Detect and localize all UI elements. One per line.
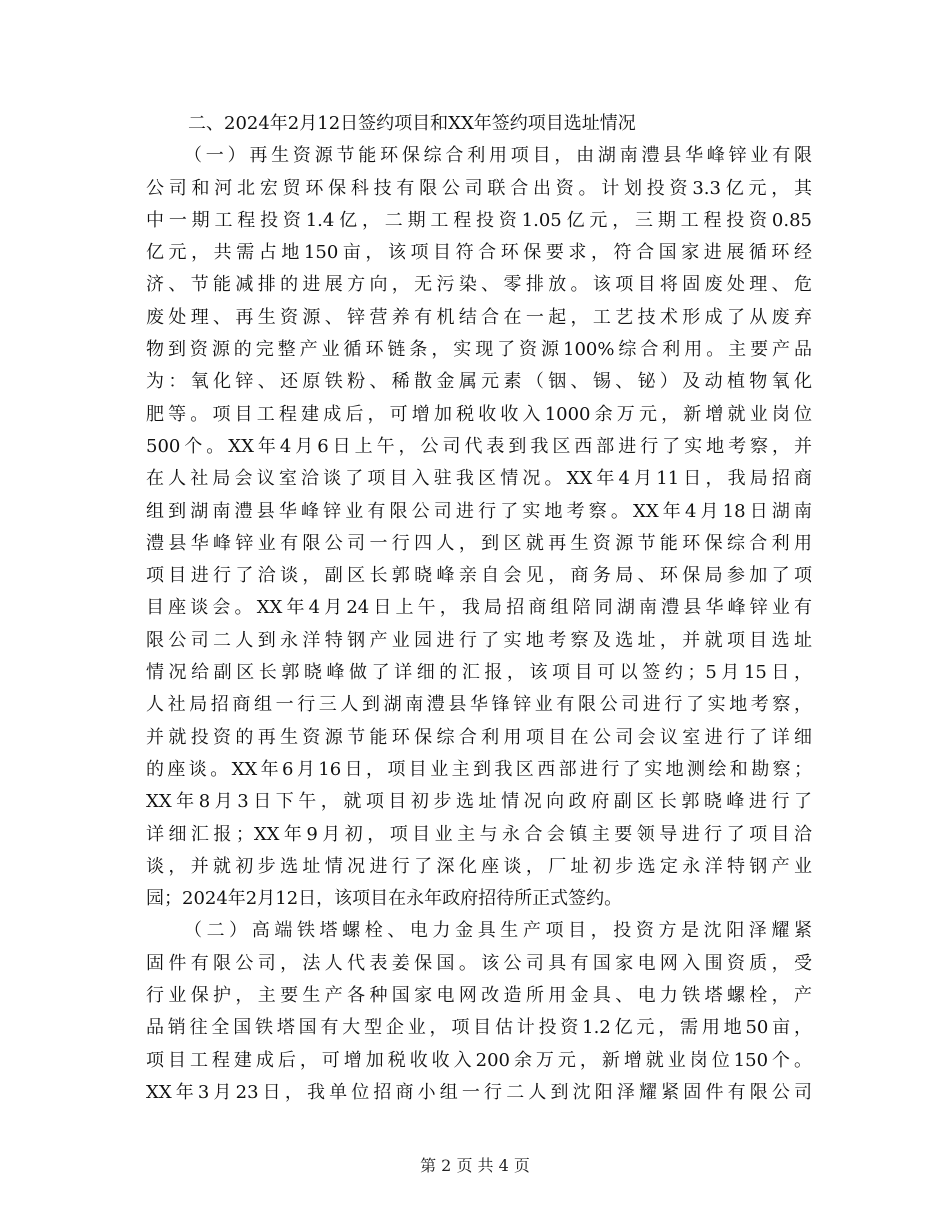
paragraph-line: 园；2024年2月12日，该项目在永年政府招待所正式签约。 [146, 888, 623, 910]
paragraph-line: 废处理、再生资源、锌营养有机结合在一起，工艺技术形成了从废弃 [146, 306, 812, 328]
paragraph-line: 谈，并就初步选址情况进行了深化座谈，厂址初步选定永洋特钢产业 [146, 855, 812, 877]
paragraph-line: 亿元，共需占地150亩，该项目符合环保要求，符合国家进展循环经 [146, 242, 812, 264]
page-number-footer: 第 2 页 共 4 页 [420, 1156, 530, 1175]
paragraph-line: 中一期工程投资1.4亿，二期工程投资1.05亿元，三期工程投资0.85 [146, 209, 812, 231]
paragraph-line: 为：氧化锌、还原铁粉、稀散金属元素（铟、锡、铋）及动植物氧化 [146, 371, 812, 393]
paragraph-line: 人社局招商组一行三人到湖南澧县华锋锌业有限公司进行了实地考察， [146, 694, 812, 716]
paragraph-line: 肥等。项目工程建成后，可增加税收收入1000余万元，新增就业岗位 [146, 403, 812, 425]
paragraph-line: 固件有限公司，法人代表姜保国。该公司具有国家电网入围资质，受 [146, 952, 812, 974]
paragraph-line: （二）高端铁塔螺栓、电力金具生产项目，投资方是沈阳泽耀紧 [184, 920, 812, 942]
paragraph-line: 详细汇报；XX年9月初，项目业主与永合会镇主要领导进行了项目洽 [146, 823, 812, 845]
paragraph-line: 项目进行了洽谈，副区长郭晓峰亲自会见，商务局、环保局参加了项 [146, 565, 812, 587]
paragraph-line: XX年3月23日，我单位招商小组一行二人到沈阳泽耀紧固件有限公司 [146, 1081, 812, 1103]
paragraph-line: 500个。XX年4月6日上午，公司代表到我区西部进行了实地考察，并 [146, 435, 812, 457]
paragraph-line: 品销往全国铁塔国有大型企业，项目估计投资1.2亿元，需用地50亩， [146, 1017, 812, 1039]
paragraph-line: 行业保护，主要生产各种国家电网改造所用金具、电力铁塔螺栓，产 [146, 985, 812, 1007]
paragraph-line: 的座谈。XX年6月16日，项目业主到我区西部进行了实地测绘和勘察； [146, 758, 812, 780]
paragraph-line: 限公司二人到永洋特钢产业园进行了实地考察及选址，并就项目选址 [146, 629, 812, 651]
paragraph-line: 情况给副区长郭晓峰做了详细的汇报，该项目可以签约；5月15日， [146, 662, 812, 684]
paragraph-line: （一）再生资源节能环保综合利用项目，由湖南澧县华峰锌业有限 [184, 145, 812, 167]
paragraph-line: 公司和河北宏贸环保科技有限公司联合出资。计划投资3.3亿元，其 [146, 177, 812, 199]
document-body [146, 108, 812, 1109]
paragraph-line: 济、节能减排的进展方向，无污染、零排放。该项目将固废处理、危 [146, 274, 812, 296]
paragraph-line: 并就投资的再生资源节能环保综合利用项目在公司会议室进行了详细 [146, 726, 812, 748]
paragraph-line: 项目工程建成后，可增加税收收入200余万元，新增就业岗位150个。 [146, 1049, 812, 1071]
paragraph-line: 组到湖南澧县华峰锌业有限公司进行了实地考察。XX年4月18日湖南 [146, 500, 812, 522]
paragraph-line: 在人社局会议室洽谈了项目入驻我区情况。XX年4月11日，我局招商 [146, 468, 812, 490]
paragraph-line: 物到资源的完整产业循环链条，实现了资源100%综合利用。主要产品 [146, 339, 812, 361]
section-heading: 二、2024年2月12日签约项目和XX年签约项目选址情况 [188, 113, 636, 134]
paragraph-line: 目座谈会。XX年4月24日上午，我局招商组陪同湖南澧县华峰锌业有 [146, 597, 812, 619]
paragraph-line: XX年8月3日下午，就项目初步选址情况向政府副区长郭晓峰进行了 [146, 791, 812, 813]
paragraph-line: 澧县华峰锌业有限公司一行四人，到区就再生资源节能环保综合利用 [146, 532, 812, 554]
